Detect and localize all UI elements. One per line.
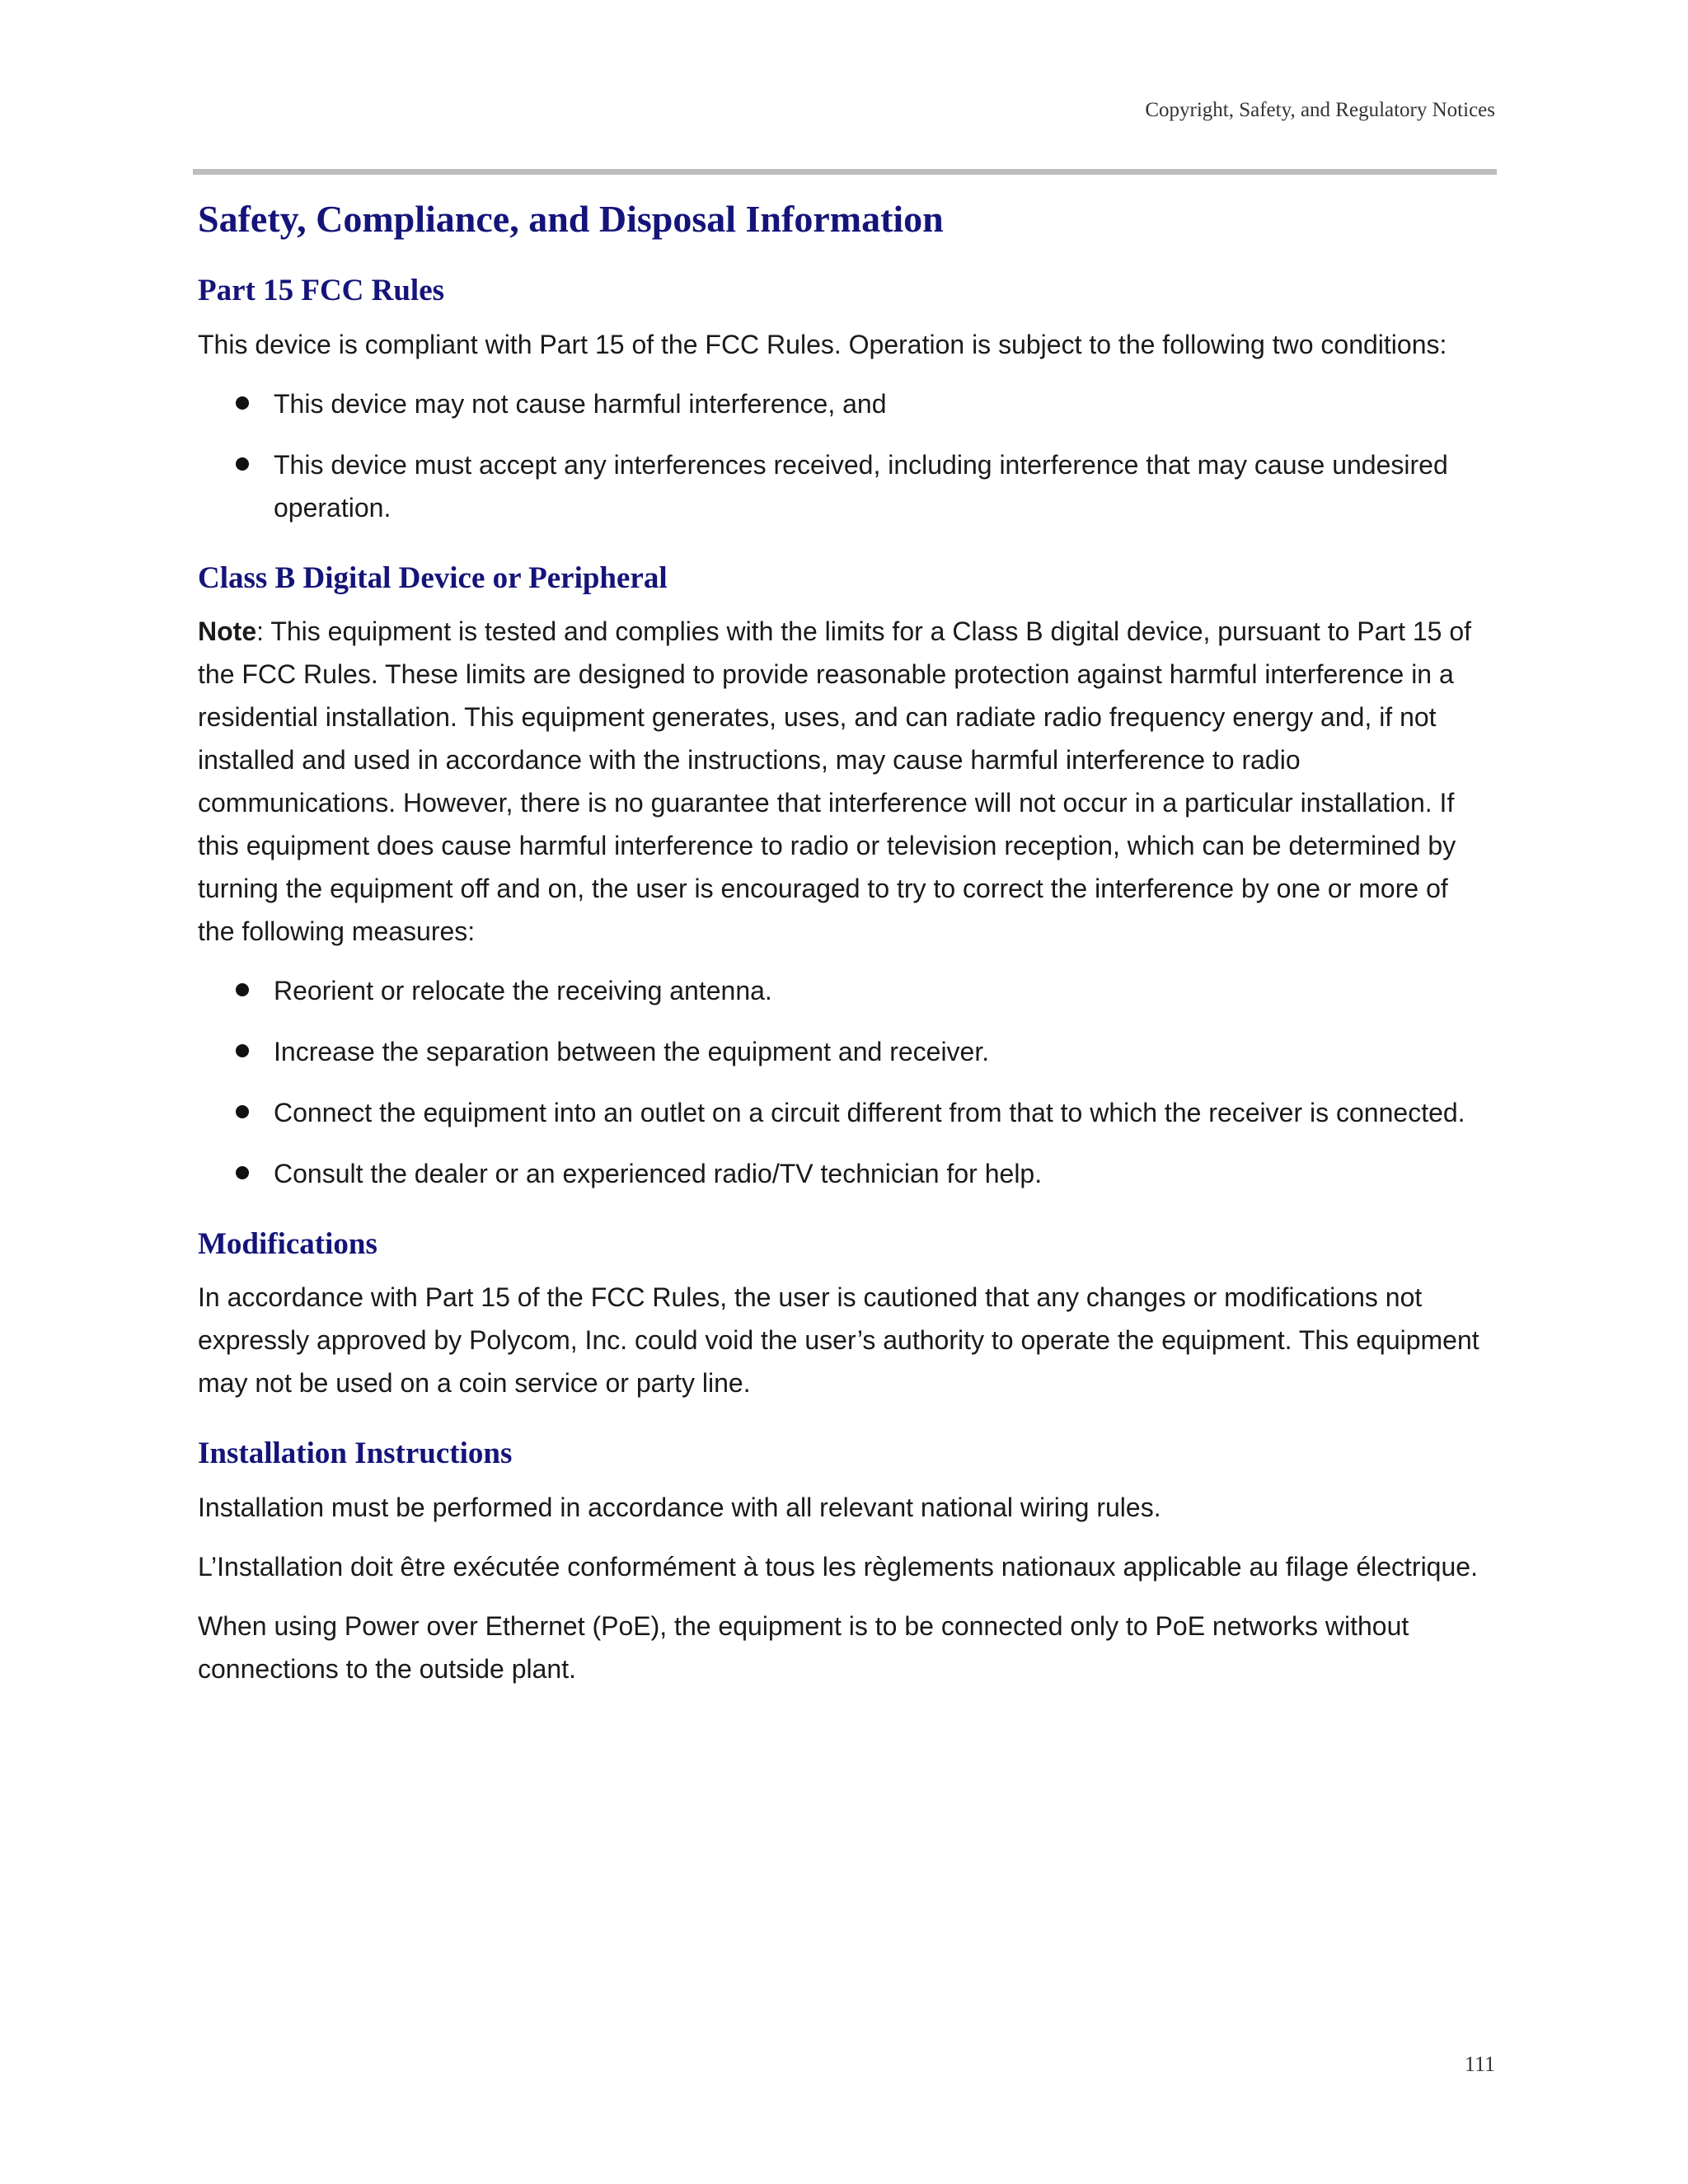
list-item-text: This device must accept any interferences received, including interference that may cause undesired operation. (274, 449, 1448, 523)
list-item (198, 969, 1492, 1012)
installation-paragraph-poe: When using Power over Ethernet (PoE), the equipment is to be connected only to PoE networks without connections to the outside plant. (198, 1610, 1409, 1684)
list-item (198, 382, 1492, 425)
bullet-icon (236, 983, 249, 996)
bullet-icon (236, 1044, 249, 1057)
section-modifications (198, 1226, 1492, 1404)
list-item (198, 443, 1492, 529)
page-content (198, 196, 1492, 1707)
header-divider (193, 169, 1497, 175)
section-part-15-fcc-rules (198, 273, 1492, 528)
interference-measures-list (198, 969, 1492, 1195)
section-installation-instructions (198, 1436, 1492, 1690)
section-heading-installation: Installation Instructions (198, 1436, 513, 1471)
section-heading-modifications: Modifications (198, 1226, 377, 1261)
list-item-text: Connect the equipment into an outlet on a circuit different from that to which the receiver is connected. (274, 1097, 1465, 1127)
list-item (198, 1091, 1492, 1134)
section-heading-class-b: Class B Digital Device or Peripheral (198, 560, 668, 595)
page-title: Safety, Compliance, and Disposal Information (198, 198, 944, 240)
note-label: Note (198, 616, 257, 646)
installation-paragraph: Installation must be performed in accordance with all relevant national wiring rules. (198, 1492, 1161, 1522)
list-item (198, 1152, 1492, 1195)
list-item-text: Consult the dealer or an experienced radio/TV technician for help. (274, 1158, 1043, 1188)
bullet-icon (236, 396, 249, 410)
class-b-note-paragraph (198, 610, 1492, 953)
modifications-paragraph: In accordance with Part 15 of the FCC Rules, the user is cautioned that any changes or modifications not expressly approved by Polycom, Inc. could void the user’s authority to operate the equipment. This equipment may not be used on a coin service or party line. (198, 1282, 1479, 1399)
fcc-conditions-list (198, 382, 1492, 529)
installation-paragraph-french: L’Installation doit être exécutée conformément à tous les règlements nationaux applicable au filage électrique. (198, 1551, 1478, 1582)
list-item-text: Increase the separation between the equipment and receiver. (274, 1036, 990, 1066)
bullet-icon (236, 1166, 249, 1179)
bullet-icon (236, 1105, 249, 1118)
list-item (198, 1030, 1492, 1073)
section-heading-fcc: Part 15 FCC Rules (198, 274, 445, 308)
page-number: 111 (1464, 2052, 1495, 2076)
section-class-b-digital-device (198, 560, 1492, 1195)
note-text: : This equipment is tested and complies with the limits for a Class B digital device, pursuant to Part 15 of the FCC Rules. These limits are designed to provide reasonable protection against harmful interference in a residential installation. This equipment generates, uses, and can radiate radio frequency energy and, if not installed and used in accordance with the instructions, may cause harmful interference to radio communications. However, there is no guarantee that interference will not occur in a particular installation. If this equipment does cause harmful interference to radio or television reception, which can be determined by turning the equipment off and on, the user is encouraged to try to correct the interference by one or more of the following measures: (198, 616, 1472, 946)
list-item-text: This device may not cause harmful interference, and (274, 388, 887, 419)
bullet-icon (236, 457, 249, 471)
fcc-intro-paragraph: This device is compliant with Part 15 of the FCC Rules. Operation is subject to the following two conditions: (198, 329, 1447, 359)
running-header: Copyright, Safety, and Regulatory Notices (1145, 99, 1495, 121)
list-item-text: Reorient or relocate the receiving antenna. (274, 975, 772, 1005)
